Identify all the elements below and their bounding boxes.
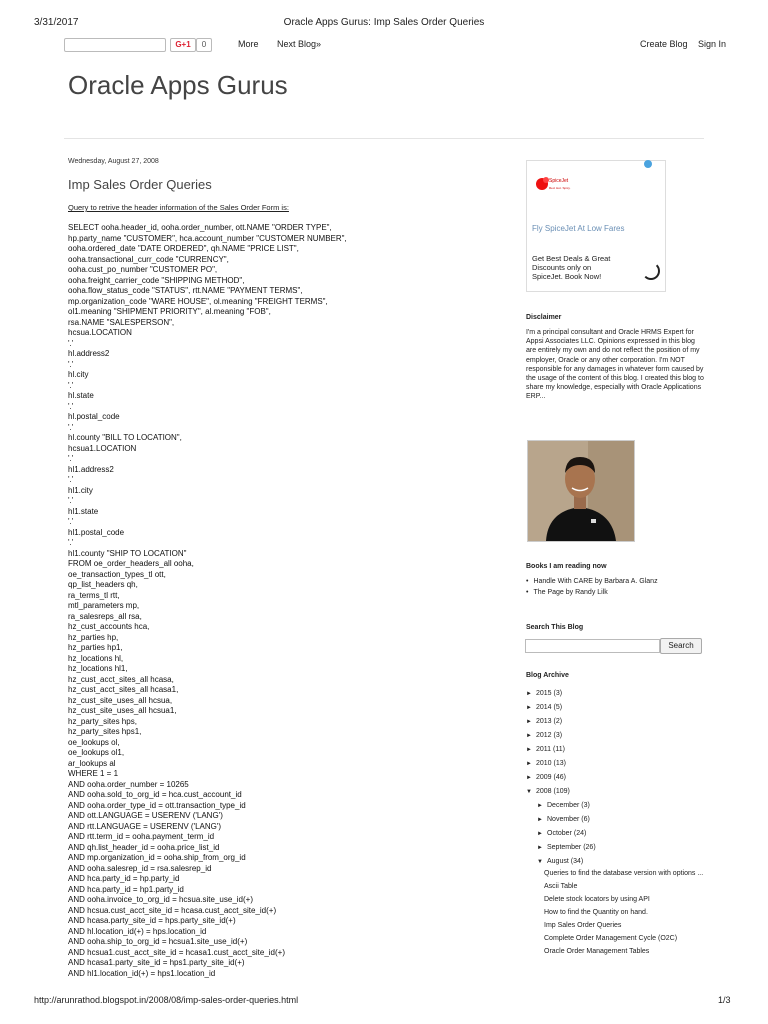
code-line: ooha.freight_carrier_code "SHIPPING METHOD", xyxy=(68,275,245,285)
code-line: hz_cust_accounts hca, xyxy=(68,622,150,631)
archive-year[interactable] xyxy=(526,729,726,743)
archive-label[interactable]: 2013 xyxy=(536,718,552,725)
code-line: WHERE 1 = 1 xyxy=(68,769,119,778)
book-item[interactable]: • The Page by Randy Lilk xyxy=(526,589,706,596)
post-intro: Query to retrive the header information of the Sales Order Form is: xyxy=(68,203,289,212)
code-line: hl.state xyxy=(68,391,94,400)
archive-month[interactable] xyxy=(526,813,726,827)
archive-year[interactable] xyxy=(526,715,726,729)
code-line: hl.address2 xyxy=(68,349,110,358)
code-line: AND hcsua.cust_acct_site_id = hcasa.cust_acct_site_id(+) xyxy=(68,905,277,915)
code-line: AND hca.party_id = hp.party_id xyxy=(68,874,180,883)
code-line: hl.city xyxy=(68,370,89,379)
archive-label[interactable]: October xyxy=(547,830,572,837)
archive-label[interactable]: December xyxy=(547,802,580,809)
archive-label[interactable]: 2015 xyxy=(536,690,552,697)
code-line: '.' xyxy=(68,538,74,547)
code-line: rsa.NAME "SALESPERSON", xyxy=(68,317,175,327)
archive-heading: Blog Archive xyxy=(526,672,569,679)
archive-month[interactable] xyxy=(526,799,726,813)
code-line: ooha.cust_po_number "CUSTOMER PO", xyxy=(68,265,218,274)
print-date: 3/31/2017 xyxy=(34,17,79,28)
triangle-right-icon[interactable]: ► xyxy=(526,719,532,725)
code-line: '.' xyxy=(68,496,74,505)
gplus-button[interactable]: G+1 xyxy=(170,38,196,52)
code-line: AND hcasa1.party_site_id = hps1.party_site_id(+) xyxy=(68,958,245,967)
code-line: '.' xyxy=(68,517,74,526)
code-line: hz_parties hp, xyxy=(68,632,119,642)
triangle-down-icon[interactable]: ▼ xyxy=(537,859,543,865)
code-line: qp_list_headers qh, xyxy=(68,580,138,589)
code-line: ar_lookups al xyxy=(68,758,116,768)
create-blog-link[interactable]: Create Blog xyxy=(640,39,688,49)
code-line: AND hcasa.party_site_id = hps.party_site_id(+) xyxy=(68,916,236,925)
archive-label[interactable]: 2011 xyxy=(536,746,552,753)
code-line: hz_party_sites hps, xyxy=(68,716,137,726)
code-line: AND rtt.LANGUAGE = USERENV ('LANG') xyxy=(68,821,222,831)
archive-month-label[interactable]: August xyxy=(547,858,569,865)
code-line: hcsua.LOCATION xyxy=(68,328,132,337)
blog-archive xyxy=(526,687,726,960)
triangle-right-icon[interactable]: ► xyxy=(526,747,532,753)
code-line: hl.county "BILL TO LOCATION", xyxy=(68,433,182,442)
archive-year[interactable] xyxy=(526,701,726,715)
print-title: Oracle Apps Gurus: Imp Sales Order Queries xyxy=(283,17,485,28)
next-blog-link[interactable]: Next Blog» xyxy=(277,39,322,49)
code-line: hz_locations hl1, xyxy=(68,664,128,673)
ad-headline[interactable]: Fly SpiceJet At Low Fares xyxy=(532,224,625,233)
archive-year[interactable] xyxy=(526,757,726,771)
more-link[interactable]: More xyxy=(238,39,259,49)
code-line: hl.postal_code xyxy=(68,412,120,421)
code-line: mp.organization_code "WARE HOUSE", ol.meaning "FREIGHT TERMS", xyxy=(68,296,328,306)
post-title[interactable]: Imp Sales Order Queries xyxy=(68,177,212,192)
archive-count: (3) xyxy=(553,732,563,739)
code-line: AND ooha.ship_to_org_id = hcsua1.site_use_id(+) xyxy=(68,937,248,946)
code-line: '.' xyxy=(68,454,74,463)
code-line: hl1.address2 xyxy=(68,464,114,474)
page-number: 1/3 xyxy=(718,995,731,1005)
search-heading: Search This Blog xyxy=(526,624,584,631)
code-line: FROM oe_order_headers_all ooha, xyxy=(68,559,194,568)
code-line: ooha.transactional_curr_code "CURRENCY", xyxy=(68,254,229,264)
archive-year[interactable] xyxy=(526,743,726,757)
archive-label[interactable]: 2010 xyxy=(536,760,552,767)
books-list xyxy=(526,578,706,600)
code-line: ooha.ordered_date "DATE ORDERED", qh.NAME "PRICE LIST", xyxy=(68,244,299,253)
books-heading: Books I am reading now xyxy=(526,563,607,570)
code-line: AND ooha.sold_to_org_id = hca.cust_account_id xyxy=(68,790,242,799)
code-line: AND ooha.order_number = 10265 xyxy=(68,779,189,789)
archive-count: (6) xyxy=(581,816,590,823)
spicejet-logo-text: SpiceJet xyxy=(549,178,569,184)
footer-url: http://arunrathod.blogspot.in/2008/08/imp-sales-order-queries.html xyxy=(34,995,299,1005)
triangle-right-icon[interactable]: ► xyxy=(526,761,532,767)
archive-year[interactable] xyxy=(526,687,726,701)
ad-body: Get Best Deals & Great Discounts only on SpiceJet. Book Now! xyxy=(532,254,611,281)
code-line: oe_lookups ol1, xyxy=(68,748,125,757)
archive-count: (11) xyxy=(553,746,565,753)
archive-month[interactable] xyxy=(526,841,726,855)
archive-count: (3) xyxy=(553,690,563,697)
triangle-right-icon[interactable]: ► xyxy=(537,845,543,851)
triangle-right-icon[interactable]: ► xyxy=(537,831,543,837)
archive-post-link[interactable]: Complete Order Management Cycle (O2C) xyxy=(544,935,678,942)
gplus-count: 0 xyxy=(196,38,212,52)
archive-post-link[interactable]: Delete stock locators by using API xyxy=(544,896,650,903)
archive-month[interactable] xyxy=(526,827,726,841)
archive-count: (46) xyxy=(553,774,566,781)
code-line: AND hca.party_id = hp1.party_id xyxy=(68,884,184,894)
code-line: hz_cust_acct_sites_all hcasa1, xyxy=(68,685,179,694)
disclaimer-heading: Disclaimer xyxy=(526,314,562,321)
search-button[interactable]: Search xyxy=(660,638,702,654)
archive-year-count: (109) xyxy=(553,788,570,795)
triangle-right-icon[interactable]: ► xyxy=(537,803,543,809)
author-photo xyxy=(527,440,635,542)
archive-year[interactable] xyxy=(526,771,726,785)
code-line: AND hcsua1.cust_acct_site_id = hcasa1.cust_acct_site_id(+) xyxy=(68,947,286,957)
code-line: '.' xyxy=(68,359,74,369)
book-item[interactable]: • Handle With CARE by Barbara A. Glanz xyxy=(526,578,706,585)
archive-label[interactable]: 2014 xyxy=(536,704,552,711)
archive-count: (26) xyxy=(583,844,596,851)
code-line: AND ooha.invoice_to_org_id = hcsua.site_use_id(+) xyxy=(68,895,254,904)
code-line: ooha.flow_status_code "STATUS", rtt.NAME "PAYMENT TERMS", xyxy=(68,286,303,295)
triangle-right-icon[interactable]: ► xyxy=(526,733,532,739)
code-line: AND ooha.salesrep_id = rsa.salesrep_id xyxy=(68,863,212,873)
spicejet-logo-tagline: Red. Hot. Spicy. xyxy=(549,186,571,190)
code-line: hz_locations hl, xyxy=(68,653,124,663)
code-line: AND qh.list_header_id = ooha.price_list_id xyxy=(68,842,220,852)
code-line: hl1.county "SHIP TO LOCATION" xyxy=(68,548,187,558)
code-line: '.' xyxy=(68,475,74,484)
post-date: Wednesday, August 27, 2008 xyxy=(68,158,159,165)
code-line: AND mp.organization_id = ooha.ship_from_org_id xyxy=(68,853,246,862)
code-line: '.' xyxy=(68,422,74,432)
disclaimer-text: I'm a principal consultant and Oracle HRMS Expert for Appsi Associates LLC. Opinions expressed in this blog are entirely my own and do not reflect the position of my employer, Oracle or any other corporation. I'm NOT responsible for any damages in whatever form caused by the usage of the content of this blog. I created this blog to share my knowledge, especially with Oracle Applications ERP... xyxy=(526,329,704,401)
ad-arrow-icon[interactable] xyxy=(642,262,660,280)
code-line: ra_terms_tl rtt, xyxy=(68,590,120,600)
code-line: hcsua1.LOCATION xyxy=(68,443,137,453)
navbar-search-input[interactable] xyxy=(64,38,166,52)
archive-month-count: (34) xyxy=(570,858,584,865)
code-line: hl1.state xyxy=(68,506,99,516)
code-line: oe_lookups ol, xyxy=(68,737,120,747)
code-line: AND rtt.term_id = ooha.payment_term_id xyxy=(68,832,215,841)
code-line: AND ott.LANGUAGE = USERENV ('LANG') xyxy=(68,811,223,820)
code-line: '.' xyxy=(68,338,74,348)
triangle-right-icon[interactable]: ► xyxy=(526,691,532,697)
code-line: hz_cust_acct_sites_all hcasa, xyxy=(68,674,174,684)
code-line: oe_transaction_types_tl ott, xyxy=(68,569,166,579)
archive-count: (2) xyxy=(553,718,563,725)
code-line: ol1.meaning "SHIPMENT PRIORITY", al.meaning "FOB", xyxy=(68,307,271,316)
archive-count: (13) xyxy=(553,760,566,767)
triangle-right-icon[interactable]: ► xyxy=(537,817,543,823)
archive-label[interactable]: September xyxy=(547,844,582,851)
archive-count: (5) xyxy=(553,704,563,711)
archive-post-link[interactable]: Imp Sales Order Queries xyxy=(544,922,622,929)
archive-post-link[interactable]: Ascii Table xyxy=(544,883,578,890)
spicejet-logo xyxy=(534,172,574,194)
code-line: hz_parties hp1, xyxy=(68,643,123,652)
code-line: AND ooha.order_type_id = ott.transaction_type_id xyxy=(68,800,246,810)
archive-year-label[interactable]: 2008 xyxy=(536,788,552,795)
triangle-right-icon[interactable]: ► xyxy=(526,775,532,781)
code-line: '.' xyxy=(68,401,74,411)
code-line: hz_cust_site_uses_all hcsua1, xyxy=(68,706,177,715)
header-divider xyxy=(64,138,704,139)
archive-count: (3) xyxy=(581,802,590,809)
code-line: hl1.postal_code xyxy=(68,527,125,537)
code-line: SELECT ooha.header_id, ooha.order_number, ott.NAME "ORDER TYPE", xyxy=(68,223,332,232)
code-line: mtl_parameters mp, xyxy=(68,601,140,610)
archive-label[interactable]: 2009 xyxy=(536,774,552,781)
code-line: hz_party_sites hps1, xyxy=(68,727,142,736)
archive-label[interactable]: 2012 xyxy=(536,732,552,739)
blog-title[interactable]: Oracle Apps Gurus xyxy=(68,70,288,100)
archive-month-august[interactable] xyxy=(526,855,726,869)
code-line: AND hl1.location_id(+) = hps1.location_id xyxy=(68,968,216,978)
sql-code-block xyxy=(68,223,498,979)
code-line: hz_cust_site_uses_all hcsua, xyxy=(68,695,173,705)
archive-label[interactable]: November xyxy=(547,816,580,823)
code-line: '.' xyxy=(68,380,74,390)
triangle-right-icon[interactable]: ► xyxy=(526,705,532,711)
code-line: AND hl.location_id(+) = hps.location_id xyxy=(68,926,207,936)
sign-in-link[interactable]: Sign In xyxy=(698,39,727,49)
archive-post-link[interactable]: How to find the Quantity on hand. xyxy=(544,909,648,916)
code-line: hl1.city xyxy=(68,485,93,495)
archive-post-link[interactable]: Queries to find the database version with options ... xyxy=(544,870,704,877)
code-line: hp.party_name "CUSTOMER", hca.account_number "CUSTOMER NUMBER", xyxy=(68,233,347,243)
archive-count: (24) xyxy=(573,830,587,837)
triangle-down-icon[interactable]: ▼ xyxy=(526,789,532,795)
code-line: ra_salesreps_all rsa, xyxy=(68,611,142,621)
archive-year-2008[interactable] xyxy=(526,785,726,799)
archive-post-link[interactable]: Oracle Order Management Tables xyxy=(544,948,650,955)
ad-info-icon[interactable] xyxy=(644,160,652,168)
blog-search-input[interactable] xyxy=(525,639,660,653)
